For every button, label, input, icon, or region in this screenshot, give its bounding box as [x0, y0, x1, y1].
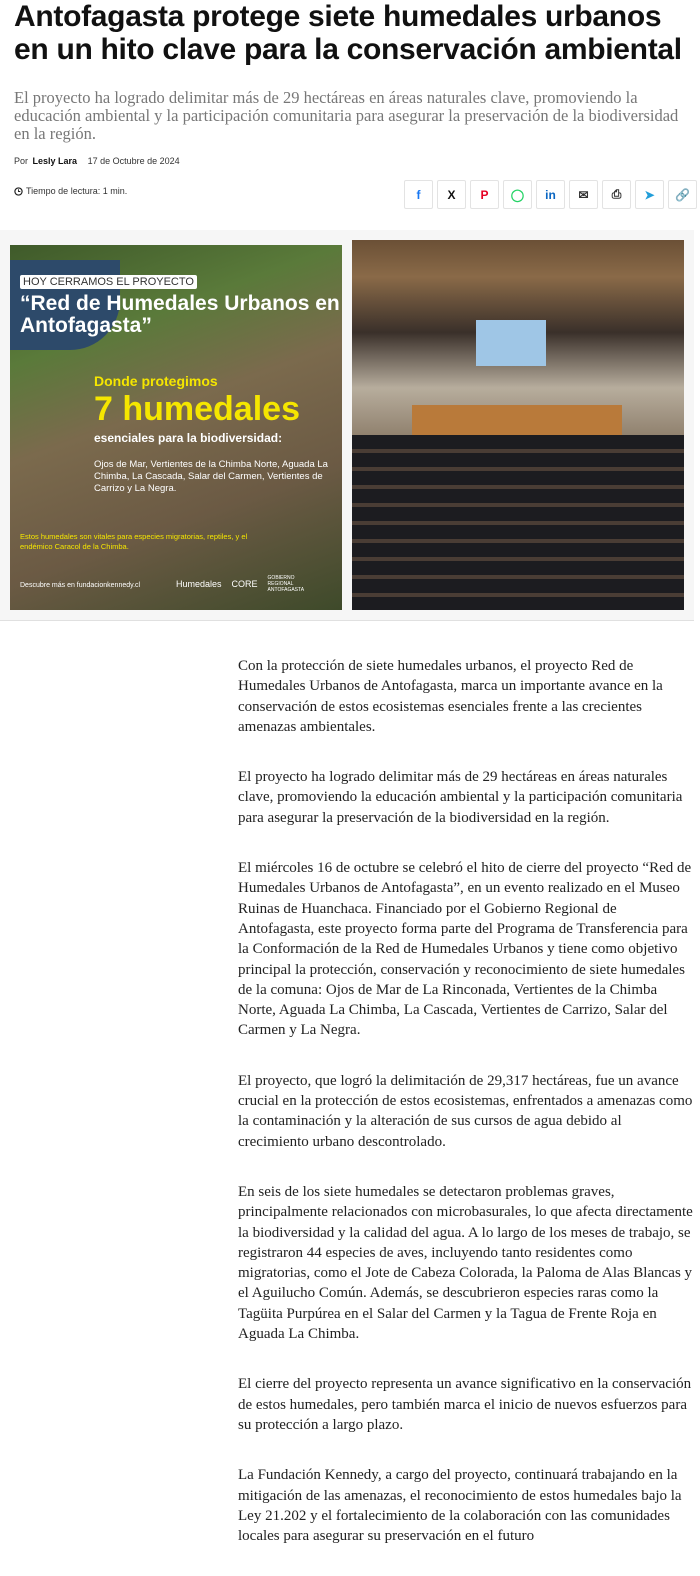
share-linkedin-button[interactable]	[536, 180, 565, 209]
gobierno-logo: GOBIERNO REGIONAL ANTOFAGASTA	[267, 575, 305, 593]
article-paragraph: La Fundación Kennedy, a cargo del proyecto, continuará trabajando en la mitigación de las amenazas, el reconocimiento de estos humedales bajo la Ley 21.202 y el fortalecimiento de la colaboración con las comunidades locales para asegurar su preservación en el futuro	[238, 1467, 682, 1545]
poster-footer: Descubre más en fundacionkennedy.cl	[20, 582, 141, 589]
email-icon: ✉	[578, 187, 589, 202]
article-paragraph: El miércoles 16 de octubre se celebró el hito de cierre del proyecto “Red de Humedales Urbanos de Antofagasta”, en un evento realizado en el Museo Ruinas de Huanchaca. Financiado por el Gobierno Regional de Antofagasta, este proyecto forma parte del Programa de Transferencia para la Conformación de la Red de Humedales Urbanos y tiene como objetivo principal la protección, conservación y reconocimiento de siete humedales de la comuna: Ojos de Mar de La Rinconada, Vertientes de la Chimba Norte, Aguada La Chimba, La Cascada, Vertientes de Carrizo, Salar del Carmen y La Negra.	[238, 860, 692, 1039]
core-logo: CORE	[231, 579, 258, 589]
reading-time-text: Tiempo de lectura: 1 min.	[26, 186, 128, 196]
share-email-button[interactable]	[569, 180, 598, 209]
facebook-icon: f	[416, 187, 421, 202]
article-paragraph: El proyecto, que logró la delimitación de 29,317 hectáreas, fue un avance crucial en la protección de estos ecosistemas, enfrentados a amenazas como la contaminación y la alteración de sus cursos de agua debido al crecimiento urbano descontrolado.	[238, 1072, 693, 1150]
article-paragraph: Con la protección de siete humedales urbanos, el proyecto Red de Humedales Urbanos de Antofagasta, marca un importante avance en la conservación de estos ecosistemas esenciales frente a las crecientes amenazas ambientales.	[238, 658, 663, 735]
article-paragraph: En seis de los siete humedales se detectaron problemas graves, principalmente relacionados con microbasurales, lo que afecta directamente la biodiversidad y la calidad del agua. A lo largo de los meses de trabajo, se registraron 44 especies de aves, incluyendo tanto residentes como migratorias, como el Jote de Cabeza Colorada, la Paloma de Alas Blancas y el Aguilucho Común. Además, se descubrieron especies raras como la Tagüita Purpúrea en el Salar del Carmen y la Tagua de Frente Roja en Aguada La Chimba.	[238, 1183, 693, 1343]
x-icon: X	[447, 187, 456, 202]
article-media	[0, 230, 694, 621]
humedales-logo: Humedales	[176, 579, 222, 589]
share-link-button[interactable]	[668, 180, 697, 209]
reading-time	[14, 186, 127, 196]
publish-date: 17 de Octubre de 2024	[87, 156, 180, 166]
share-whatsapp-button[interactable]	[503, 180, 532, 209]
author-link[interactable]: Lesly Lara	[32, 156, 78, 166]
share-pinterest-button[interactable]	[470, 180, 499, 209]
article-subtitle: El proyecto ha logrado delimitar más de 29 hectáreas en áreas naturales clave, promoviendo la educación ambiental y la participación comunitaria para asegurar la preservación de la biodiversidad en la región.	[14, 88, 679, 143]
by-label: Por	[14, 156, 29, 166]
poster-list: Ojos de Mar, Vertientes de la Chimba Norte, Aguada La Chimba, La Cascada, Salar del Carmen, Vertientes de Carrizo y La Negra.	[94, 459, 328, 494]
article-body	[238, 656, 693, 1576]
share-telegram-button[interactable]	[635, 180, 664, 209]
whatsapp-icon: ◯	[510, 187, 525, 202]
poster-tag: HOY CERRAMOS EL PROYECTO	[20, 275, 197, 289]
event-auditorium-photo	[352, 240, 684, 610]
poster-yellow-line: Donde protegimos	[94, 373, 218, 389]
poster-headline: “Red de Humedales Urbanos en Antofagasta”	[20, 292, 340, 337]
byline	[14, 156, 180, 166]
print-icon: ⎙	[611, 187, 622, 201]
article-paragraph: El proyecto ha logrado delimitar más de 29 hectáreas en áreas naturales clave, promoviendo la educación ambiental y la participación comunitaria para asegurar la preservación de la biodiversidad en la región.	[238, 769, 683, 826]
poster-subline: esenciales para la biodiversidad:	[94, 431, 283, 445]
pinterest-icon: P	[480, 187, 489, 202]
article-title: Antofagasta protege siete humedales urbanos en un hito clave para la conservación ambiental	[14, 0, 682, 66]
share-x-button[interactable]	[437, 180, 466, 209]
poster-big-text: 7 humedales	[94, 390, 300, 428]
share-bar	[404, 180, 697, 209]
share-print-button[interactable]	[602, 180, 631, 209]
clock-icon	[14, 187, 23, 196]
link-icon: 🔗	[675, 187, 690, 202]
telegram-icon: ➤	[644, 187, 655, 202]
poster-note: Estos humedales son vitales para especies migratorias, reptiles, y el endémico Caracol de la Chimba.	[20, 532, 248, 551]
poster-logos	[176, 575, 318, 593]
linkedin-icon: in	[545, 187, 556, 202]
project-poster-image	[10, 245, 342, 610]
article-paragraph: El cierre del proyecto representa un avance significativo en la conservación de estos humedales, pero también marca el inicio de nuevos esfuerzos para su protección a largo plazo.	[238, 1376, 692, 1433]
share-facebook-button[interactable]	[404, 180, 433, 209]
